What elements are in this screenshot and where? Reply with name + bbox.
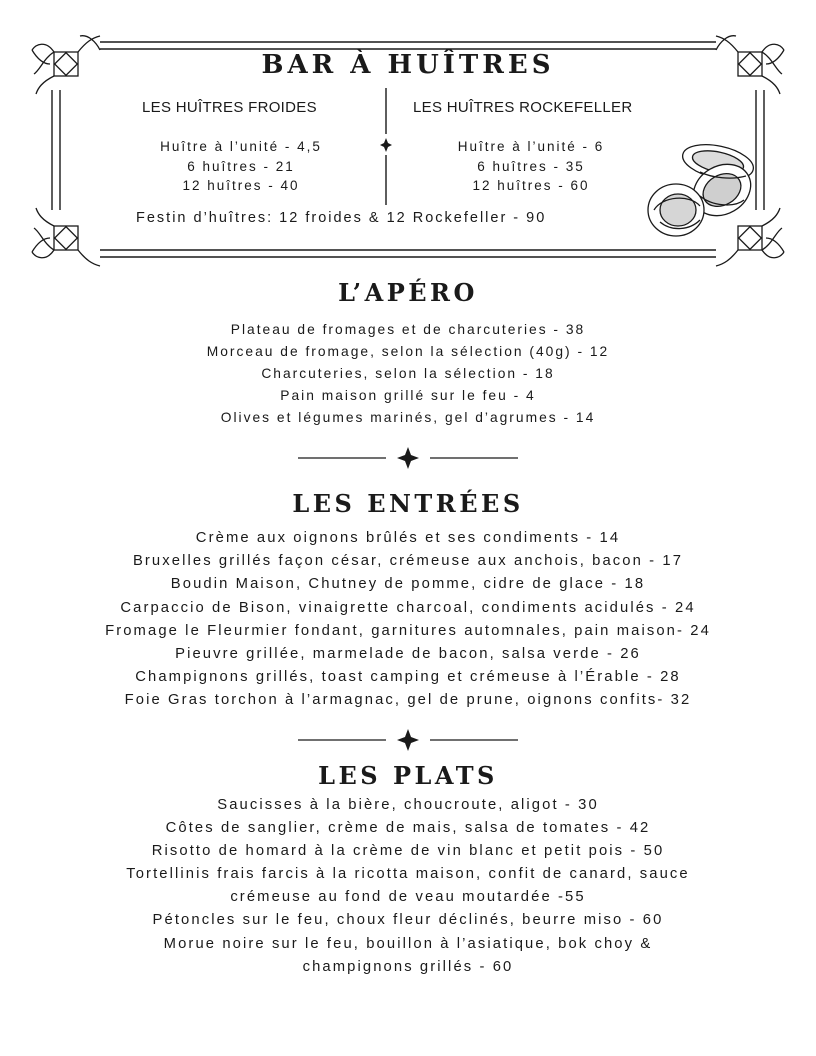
star-icon [397, 447, 419, 469]
oyster-box-frame [0, 0, 816, 290]
list-item: Bruxelles grillés façon césar, crémeuse aux anchois, bacon - 17 [132, 553, 684, 570]
list-item: Champignons grillés, toast camping et crémeuse à l’Érable - 28 [135, 669, 681, 686]
entrees-list [0, 527, 816, 713]
list-item: Plateau de fromages et de charcuteries - 38 [230, 322, 586, 337]
list-item: Huître à l’unité - 6 [457, 139, 605, 154]
list-item: 12 huîtres - 60 [472, 178, 590, 193]
apero-title: L’APÉRO [338, 278, 478, 307]
entrees-title: LES ENTRÉES [292, 489, 524, 518]
oyster-illustration-icon [648, 139, 760, 236]
list-item: Pieuvre grillée, marmelade de bacon, salsa verde - 26 [175, 646, 641, 663]
list-item: Tortellinis frais farcis à la ricotta maison, confit de canard, sauce [126, 866, 690, 883]
list-item: crémeuse au fond de veau moutardée -55 [230, 889, 586, 906]
list-item: 6 huîtres - 35 [477, 158, 585, 174]
list-item: Crème aux oignons brûlés et ses condiments - 14 [195, 530, 621, 546]
list-item: Côtes de sanglier, crème de mais, salsa de tomates - 42 [165, 820, 651, 837]
rockefeller-heading: LES HUÎTRES ROCKEFELLER [413, 99, 633, 116]
froides-heading: LES HUÎTRES FROIDES [142, 99, 317, 116]
list-item: Pétoncles sur le feu, choux fleur déclinés, beurre miso - 60 [152, 912, 664, 929]
list-item: Risotto de homard à la crème de vin blanc et petit pois - 50 [151, 843, 665, 860]
list-item: Morceau de fromage, selon la sélection (40g) - 12 [206, 344, 610, 359]
star-icon [397, 729, 419, 751]
list-item: Morue noire sur le feu, bouillon à l’asiatique, bok choy & [163, 935, 653, 952]
plats-list [0, 794, 816, 979]
list-item: 12 huîtres - 40 [182, 178, 300, 193]
list-item: champignons grillés - 60 [302, 958, 514, 975]
star-icon [380, 138, 392, 152]
list-item: Fromage le Fleurmier fondant, garnitures automnales, pain maison- 24 [105, 622, 711, 639]
section-divider [298, 446, 518, 470]
list-item: Saucisses à la bière, choucroute, aligot - 30 [217, 797, 599, 813]
oyster-bar-title: BAR À HUÎTRES [261, 50, 555, 80]
list-item: Olives et légumes marinés, gel d’agrumes - 14 [220, 410, 596, 425]
list-item: Charcuteries, selon la sélection - 18 [261, 366, 555, 381]
plats-title: LES PLATS [318, 761, 498, 790]
apero-list [0, 319, 816, 429]
list-item: Foie Gras torchon à l’armagnac, gel de prune, oignons confits- 32 [124, 692, 692, 709]
froides-price-list [128, 137, 354, 196]
rockefeller-price-list [420, 137, 642, 196]
list-item: Carpaccio de Bison, vinaigrette charcoal, condiments acidulés - 24 [120, 599, 696, 616]
list-item: Huître à l’unité - 4,5 [160, 139, 322, 154]
festin-offer: Festin d’huîtres: 12 froides & 12 Rockefeller - 90 [136, 210, 547, 226]
list-item: Boudin Maison, Chutney de pomme, cidre de glace - 18 [170, 576, 646, 593]
list-item: Pain maison grillé sur le feu - 4 [280, 388, 536, 403]
list-item: 6 huîtres - 21 [187, 158, 295, 174]
section-divider [298, 728, 518, 752]
